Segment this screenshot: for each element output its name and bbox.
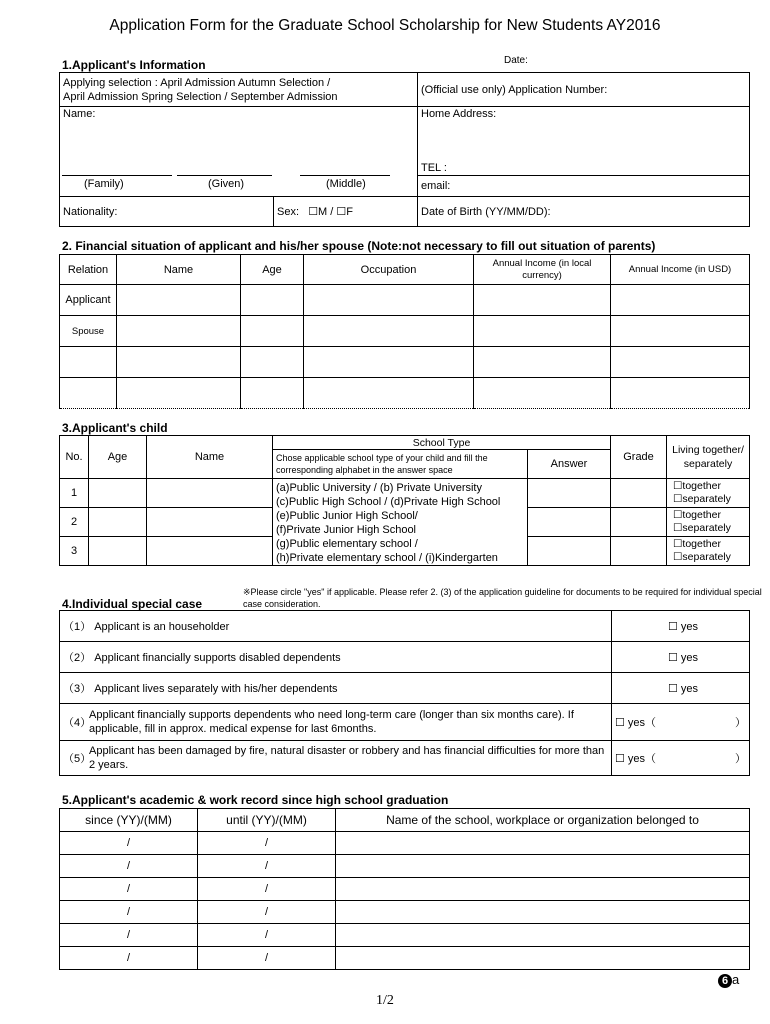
table-row xyxy=(60,285,750,316)
table-row xyxy=(60,741,750,776)
table-row xyxy=(60,347,750,378)
section3-heading: 3.Applicant's child xyxy=(62,421,168,435)
since-field[interactable]: / xyxy=(60,947,198,970)
yes-checkbox[interactable]: ☐ yes xyxy=(612,673,750,704)
child-age-field[interactable] xyxy=(89,508,147,537)
organization-field[interactable] xyxy=(336,855,750,878)
header-income-usd: Annual Income (in USD) xyxy=(611,255,750,285)
case-text: Applicant financially supports disabled dependents xyxy=(94,652,341,664)
child-age-field[interactable] xyxy=(89,537,147,566)
child-name-field[interactable] xyxy=(147,537,273,566)
age-field[interactable] xyxy=(241,285,304,316)
section4-heading: 4.Individual special case xyxy=(62,597,203,611)
special-case-table xyxy=(59,610,750,776)
occupation-field[interactable] xyxy=(304,347,474,378)
badge-number: 6 xyxy=(718,974,732,988)
header-living: Living together/ separately xyxy=(667,436,750,479)
table-row xyxy=(60,316,750,347)
table-row xyxy=(60,832,750,855)
separately-checkbox[interactable]: ☐separately xyxy=(673,522,731,534)
school-option: (h)Private elementary school / (i)Kindergarten xyxy=(276,552,498,564)
header-age: Age xyxy=(89,436,147,479)
header-grade: Grade xyxy=(611,436,667,479)
until-field[interactable]: / xyxy=(198,947,336,970)
answer-field[interactable] xyxy=(528,508,611,537)
badge-suffix: a xyxy=(732,972,740,987)
address-cell[interactable] xyxy=(418,107,750,197)
form-title: Application Form for the Graduate School Scholarship for New Students AY2016 xyxy=(109,17,661,34)
child-no: 1 xyxy=(60,479,89,508)
name-label: Name: xyxy=(63,108,96,120)
until-field[interactable]: / xyxy=(198,832,336,855)
child-age-field[interactable] xyxy=(89,479,147,508)
child-name-field[interactable] xyxy=(147,508,273,537)
income-local-field[interactable] xyxy=(474,378,611,409)
page-badge xyxy=(718,972,739,988)
age-field[interactable] xyxy=(241,316,304,347)
case-text: Applicant financially supports dependents who need long-term care (longer than six months care). If applicable, fill in approx. medical expense for last 6months. xyxy=(89,709,574,735)
name-field[interactable] xyxy=(117,316,241,347)
grade-field[interactable] xyxy=(611,508,667,537)
case-cell xyxy=(60,704,612,741)
table-row xyxy=(60,611,750,642)
table-row xyxy=(60,947,750,970)
sex-label: Sex: xyxy=(277,206,300,218)
together-checkbox[interactable]: ☐together xyxy=(673,480,721,492)
until-field[interactable]: / xyxy=(198,901,336,924)
tel-label: TEL : xyxy=(421,162,447,174)
table-row xyxy=(60,855,750,878)
section2-heading: 2. Financial situation of applicant and his/her spouse (Note:not necessary to fill out situation of parents) xyxy=(62,239,656,253)
section5-heading: 5.Applicant's academic & work record since high school graduation xyxy=(62,793,449,807)
home-address-label: Home Address: xyxy=(421,108,497,120)
given-line xyxy=(177,175,272,176)
header-income-local: Annual Income (in local currency) xyxy=(474,255,611,285)
header-answer: Answer xyxy=(528,450,611,479)
case-cell xyxy=(60,673,612,704)
organization-field[interactable] xyxy=(336,878,750,901)
header-age: Age xyxy=(241,255,304,285)
yes-checkbox[interactable]: ☐ yes xyxy=(612,611,750,642)
close-paren: ） xyxy=(735,717,746,729)
header-occupation: Occupation xyxy=(304,255,474,285)
sex-options[interactable]: ☐M / ☐F xyxy=(308,206,353,218)
name-field[interactable] xyxy=(117,378,241,409)
grade-field[interactable] xyxy=(611,479,667,508)
answer-field[interactable] xyxy=(528,537,611,566)
table-row xyxy=(60,378,750,409)
record-table xyxy=(59,808,750,970)
school-options xyxy=(273,479,528,566)
header-name: Name xyxy=(147,436,273,479)
header-organization: Name of the school, workplace or organization belonged to xyxy=(336,809,750,832)
close-paren: ） xyxy=(735,753,746,765)
occupation-field[interactable] xyxy=(304,316,474,347)
header-until: until (YY)/(MM) xyxy=(198,809,336,832)
yes-cell xyxy=(612,704,750,741)
since-field[interactable]: / xyxy=(60,855,198,878)
relation-field[interactable] xyxy=(60,347,117,378)
school-option: (c)Public High School / (d)Private High School xyxy=(276,496,501,508)
special-case-note: ※Please circle "yes" if applicable. Please refer 2. (3) of the application guideline for documents to be required for individual special case consideration. xyxy=(243,587,762,609)
income-local-field[interactable] xyxy=(474,285,611,316)
nationality-cell[interactable]: Nationality: xyxy=(60,197,274,227)
case-num: （2） xyxy=(63,652,92,664)
selection-line2: April Admission Spring Selection / September Admission xyxy=(63,90,338,103)
together-checkbox[interactable]: ☐together xyxy=(673,509,721,521)
school-option: (a)Public University / (b) Private University xyxy=(276,482,482,494)
grade-field[interactable] xyxy=(611,537,667,566)
case-text: Applicant is an householder xyxy=(94,621,230,633)
until-field[interactable]: / xyxy=(198,855,336,878)
table-row xyxy=(60,901,750,924)
organization-field[interactable] xyxy=(336,947,750,970)
given-label: (Given) xyxy=(208,178,245,190)
yes-cell xyxy=(612,741,750,776)
organization-field[interactable] xyxy=(336,832,750,855)
child-name-field[interactable] xyxy=(147,479,273,508)
separately-checkbox[interactable]: ☐separately xyxy=(673,493,731,505)
section1-heading: 1.Applicant's Information xyxy=(62,58,206,72)
relation-spouse: Spouse xyxy=(60,316,117,347)
case-text: Applicant lives separately with his/her dependents xyxy=(94,683,338,695)
dob-cell[interactable]: Date of Birth (YY/MM/DD): xyxy=(418,197,750,227)
living-cell xyxy=(667,508,750,537)
case-num: （3） xyxy=(63,683,92,695)
occupation-field[interactable] xyxy=(304,285,474,316)
sex-cell[interactable] xyxy=(274,197,418,227)
middle-label: (Middle) xyxy=(326,178,366,190)
yes-checkbox[interactable]: ☐ yes（ xyxy=(615,717,657,729)
since-field[interactable]: / xyxy=(60,878,198,901)
selection-line1: Applying selection : April Admission Autumn Selection / xyxy=(63,76,331,89)
name-cell[interactable] xyxy=(60,107,418,197)
header-school-type: School Type xyxy=(273,436,611,450)
together-checkbox[interactable]: ☐together xyxy=(673,538,721,550)
header-no: No. xyxy=(60,436,89,479)
date-label: Date: xyxy=(504,55,528,66)
family-line xyxy=(62,175,172,176)
case-cell xyxy=(60,642,612,673)
table-row xyxy=(60,642,750,673)
case-num: （1） xyxy=(63,621,92,633)
table-row xyxy=(60,704,750,741)
answer-field[interactable] xyxy=(528,479,611,508)
name-field[interactable] xyxy=(117,347,241,378)
yes-checkbox[interactable]: ☐ yes xyxy=(612,642,750,673)
application-number-cell: (Official use only) Application Number: xyxy=(418,73,750,107)
financial-table xyxy=(59,254,750,409)
applicant-info-table xyxy=(59,72,750,227)
child-table xyxy=(59,435,750,566)
case-cell xyxy=(60,611,612,642)
selection-cell[interactable] xyxy=(60,73,418,107)
school-option: (e)Public Junior High School/ xyxy=(276,510,418,522)
separately-checkbox[interactable]: ☐separately xyxy=(673,551,731,563)
school-note: Chose applicable school type of your child and fill the corresponding alphabet in the answer space xyxy=(273,450,528,479)
case-text: Applicant has been damaged by fire, natural disaster or robbery and has financial difficulties for more than 2 years. xyxy=(89,745,605,771)
income-local-field[interactable] xyxy=(474,316,611,347)
age-field[interactable] xyxy=(241,347,304,378)
email-label: email: xyxy=(421,180,451,192)
case-num: （4） xyxy=(63,717,92,729)
school-option: (f)Private Junior High School xyxy=(276,524,417,536)
page-number: 1/2 xyxy=(376,993,394,1008)
header-since: since (YY)/(MM) xyxy=(60,809,198,832)
since-field[interactable]: / xyxy=(60,901,198,924)
relation-field[interactable] xyxy=(60,378,117,409)
organization-field[interactable] xyxy=(336,901,750,924)
occupation-field[interactable] xyxy=(304,378,474,409)
living-cell xyxy=(667,479,750,508)
relation-applicant: Applicant xyxy=(60,285,117,316)
family-label: (Family) xyxy=(84,178,124,190)
case-cell xyxy=(60,741,612,776)
since-field[interactable]: / xyxy=(60,832,198,855)
header-name: Name xyxy=(117,255,241,285)
table-row xyxy=(60,479,750,508)
school-option: (g)Public elementary school / xyxy=(276,538,418,550)
age-field[interactable] xyxy=(241,378,304,409)
name-field[interactable] xyxy=(117,285,241,316)
living-cell xyxy=(667,537,750,566)
table-row xyxy=(60,878,750,901)
middle-line xyxy=(300,175,390,176)
header-relation: Relation xyxy=(60,255,117,285)
income-usd-field[interactable] xyxy=(611,285,750,316)
since-field[interactable]: / xyxy=(60,924,198,947)
income-usd-field[interactable] xyxy=(611,316,750,347)
child-no: 2 xyxy=(60,508,89,537)
organization-field[interactable] xyxy=(336,924,750,947)
yes-checkbox[interactable]: ☐ yes（ xyxy=(615,753,657,765)
income-local-field[interactable] xyxy=(474,347,611,378)
income-usd-field[interactable] xyxy=(611,378,750,409)
until-field[interactable]: / xyxy=(198,924,336,947)
income-usd-field[interactable] xyxy=(611,347,750,378)
case-num: （5） xyxy=(63,753,92,765)
until-field[interactable]: / xyxy=(198,878,336,901)
table-row xyxy=(60,673,750,704)
child-no: 3 xyxy=(60,537,89,566)
table-row xyxy=(60,924,750,947)
